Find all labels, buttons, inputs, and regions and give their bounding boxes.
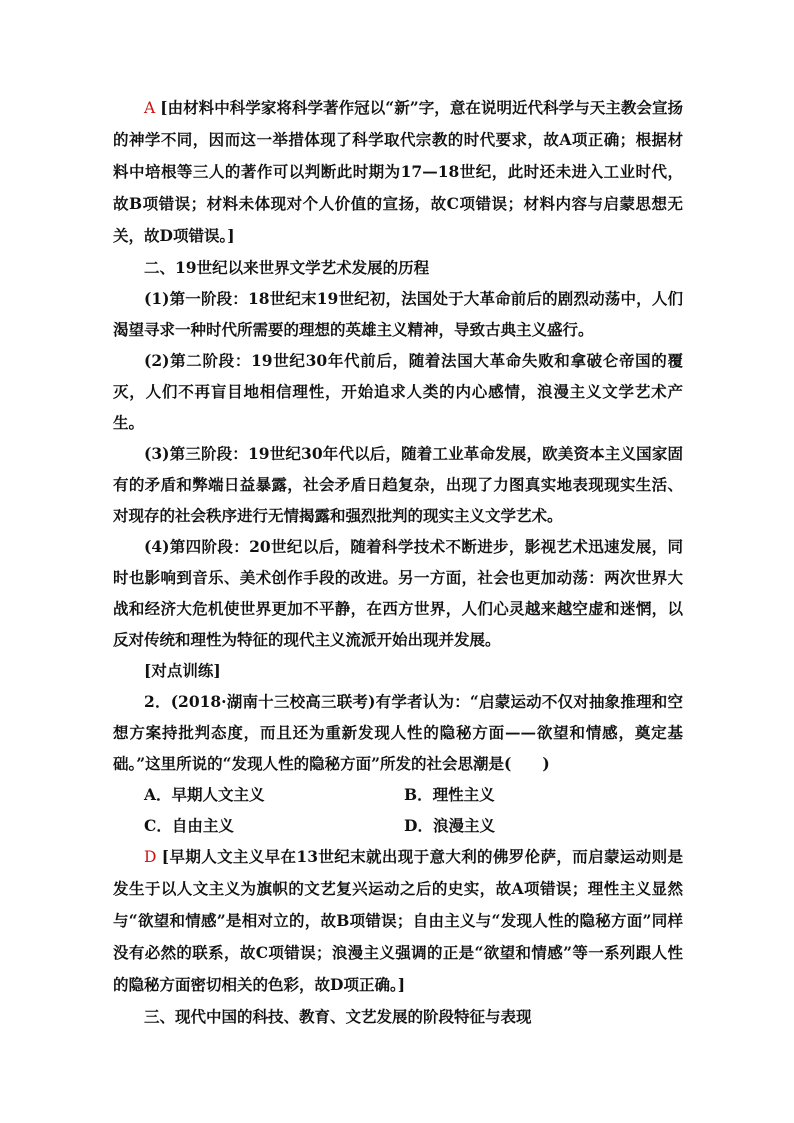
choice-b: B．理性主义: [404, 785, 495, 804]
answer-text: [由材料中科学家将科学著作冠以“新”字，意在说明近代科学与天主教会宣扬的神学不同，因而这一举措体现了科学取代宗教的时代要求，故A项正确；根据材料中培根等三人的著作可以判断此时期为17—18世纪，此时还未进入工业时代，故B项错误；材料未体现对个人价值的宣扬，故C项错误；材料内容与启蒙思想无关，故D项错误。]: [113, 98, 683, 245]
choice-list: [144, 779, 683, 841]
question-2: 2．(2018·湖南十三校高三联考)有学者认为：“启蒙运动不仅对抽象推理和空想方案持批判态度，而且还为重新发现人性的隐秘方面——欲望和情感，奠定基础。”这里所说的“发现人性的隐秘方面”所发的社会思潮是( ): [113, 692, 683, 773]
stage-paragraph-1: (1)第一阶段：18世纪末19世纪初，法国处于大革命前后的剧烈动荡中，人们渴望寻求一种时代所需要的理想的英雄主义精神，导致古典主义盛行。: [113, 289, 683, 339]
practice-label: [对点训练]: [144, 661, 221, 680]
choice-c: C．自由主义: [144, 816, 234, 835]
answer-letter: D: [144, 848, 157, 866]
answer-explanation-2: [113, 841, 683, 1001]
answer-text: [早期人文主义早在13世纪末就出现于意大利的佛罗伦萨，而启蒙运动则是发生于以人文主义为旗帜的文艺复兴运动之后的史实，故A项错误；理性主义显然与“欲望和情感”是相对立的，故B项错误；自由主义与“发现人性的隐秘方面”同样没有必然的联系，故C项错误；浪漫主义强调的正是“欲望和情感”等一系列跟人性的隐秘方面密切相关的色彩，故D项正确。]: [113, 847, 684, 994]
section-heading-3: 三、现代中国的科技、教育、文艺发展的阶段特征与表现: [144, 1007, 532, 1026]
answer-letter: A: [144, 99, 156, 117]
stage-paragraph-4: (4)第四阶段：20世纪以后，随着科学技术不断进步，影视艺术迅速发展，同时也影响到音乐、美术创作手段的改进。另一方面，社会也更加动荡：两次世界大战和经济大危机使世界更加不平静，在西方世界，人们心灵越来越空虚和迷惘，以反对传统和理性为特征的现代主义流派开始出现并发展。: [113, 537, 683, 649]
section-heading-2: 二、19世纪以来世界文学艺术发展的历程: [144, 258, 430, 277]
stage-paragraph-2: (2)第二阶段：19世纪30年代前后，随着法国大革命失败和拿破仑帝国的覆灭，人们不再盲目地相信理性，开始追求人类的内心感情，浪漫主义文学艺术产生。: [113, 351, 683, 432]
answer-explanation-1: [113, 92, 683, 252]
choice-a: A．早期人文主义: [144, 785, 265, 804]
choice-d: D．浪漫主义: [404, 816, 495, 835]
document-body: [113, 92, 683, 1032]
stage-paragraph-3: (3)第三阶段：19世纪30年代以后，随着工业革命发展，欧美资本主义国家固有的矛盾和弊端日益暴露，社会矛盾日趋复杂，出现了力图真实地表现现实生活、对现存的社会秩序进行无情揭露和强烈批判的现实主义文学艺术。: [113, 444, 683, 525]
